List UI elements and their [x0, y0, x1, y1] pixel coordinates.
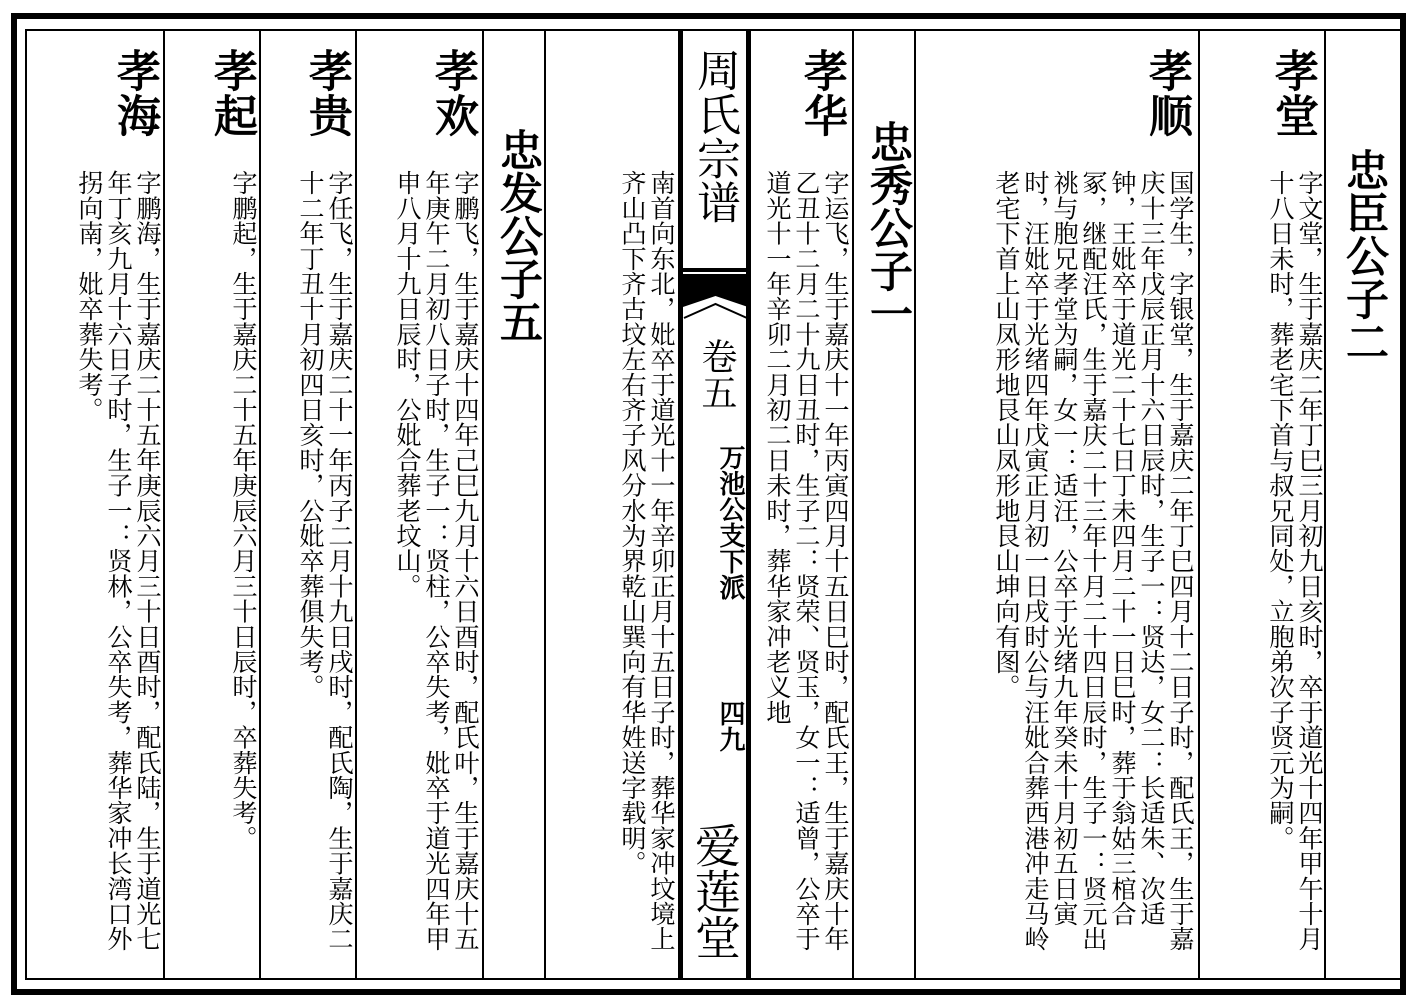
section-heading-zhongxiu: 忠秀公子一 — [863, 120, 913, 335]
person-name-xiaohai: 孝海 — [109, 48, 160, 138]
column-divider — [259, 31, 261, 978]
column-divider — [482, 31, 484, 978]
branch-label: 万池公支下派 — [715, 444, 745, 600]
person-name-xiaohuan: 孝欢 — [427, 48, 478, 138]
person-name-xiaoshun: 孝顺 — [1141, 48, 1192, 138]
entry-text-xiaotang: 字文堂，生于嘉庆二年丁巳三月初九日亥时，卒于道光十四年甲午十月十八日未时，葬老宅下首与叔兄同处，立胞弟次子贤元为嗣。 — [1266, 170, 1324, 952]
person-name-xiaoqi: 孝起 — [206, 48, 257, 138]
column-divider — [852, 31, 854, 978]
entry-text-continuation: 南首向东北，妣卒于道光十一年辛卯正月十五日子时，葬华家冲坟境上齐山凸下齐古坟左右齐子风分水为界乾山巽向有华姓送字载明。 — [618, 170, 676, 952]
section-heading-zhongchen: 忠臣公子二 — [1339, 148, 1389, 363]
column-divider — [914, 31, 916, 978]
entry-text-xiaohai: 字鹏海，生于嘉庆二十五年庚辰六月三十日酉时，配氏陆，生于道光七年丁亥九月十六日子时，生子一：贤林，公卒失考，葬华家冲长湾口外拐向南，妣卒葬失考。 — [75, 170, 162, 952]
fishtail-ornament — [680, 268, 751, 342]
genealogy-title: 周氏宗谱 — [689, 48, 740, 224]
spine-border-left — [678, 31, 683, 978]
person-name-xiaohua: 孝华 — [796, 48, 847, 138]
spine-border-right — [746, 31, 751, 978]
entry-text-xiaoshun: 国学生，字银堂，生于嘉庆二年丁巳四月十二日子时，配氏王，生于嘉庆十三年戊辰正月十六日辰时，生子一：贤达，女二：长适朱、次适钟，王妣卒于道光二十七日丁未四月二十一日巳时，葬于翁姑三棺合冢，继配汪氏，生于嘉庆二十三年十月二十四日辰时，生子一：贤元出祧与胞兄孝堂为嗣，女一：适汪，公卒于光绪九年癸未十月初五日寅时，汪妣卒于光绪四年戊寅正月初一日戌时公与汪妣合葬西港冲走马岭老宅下首上山凤形地艮山凤形地艮山坤向有图。 — [992, 170, 1195, 952]
column-divider — [163, 31, 165, 978]
page-number: 四九 — [715, 700, 745, 752]
volume-label: 卷五 — [696, 338, 737, 410]
person-name-xiaotang: 孝堂 — [1267, 48, 1318, 138]
column-divider — [355, 31, 357, 978]
column-divider — [544, 31, 546, 978]
entry-text-xiaogui: 字任飞，生于嘉庆二十一年丙子二月十九日戌时，配氏陶，生于嘉庆二十二年丁丑十月初四日亥时，公妣卒葬俱失考。 — [296, 170, 354, 952]
section-heading-zhongfa: 忠发公子五 — [493, 128, 543, 343]
entry-text-xiaohuan: 字鹏飞，生于嘉庆十四年己巳九月十六日酉时，配氏叶，生于嘉庆十五年庚午二月初八日子时，生子一：贤柱，公卒失考，妣卒于道光四年甲申八月十九日辰时，公妣合葬老坟山。 — [393, 170, 480, 952]
entry-text-xiaoqi: 字鹏起，生于嘉庆二十五年庚辰六月三十日辰时，卒葬失考。 — [229, 170, 258, 851]
hall-name: 爱莲堂 — [688, 822, 742, 960]
column-divider — [1324, 31, 1326, 978]
person-name-xiaogui: 孝贵 — [301, 48, 352, 138]
entry-text-xiaohua: 字运飞，生于嘉庆十一年丙寅四月十五日巳时，配氏王，生于嘉庆十年乙丑十二月二十九日丑时，生子二：贤荣、贤玉，女一：适曾，公卒于道光十一年辛卯二月初二日未时，葬华家冲老义地 — [763, 170, 850, 952]
column-divider — [1198, 31, 1200, 978]
